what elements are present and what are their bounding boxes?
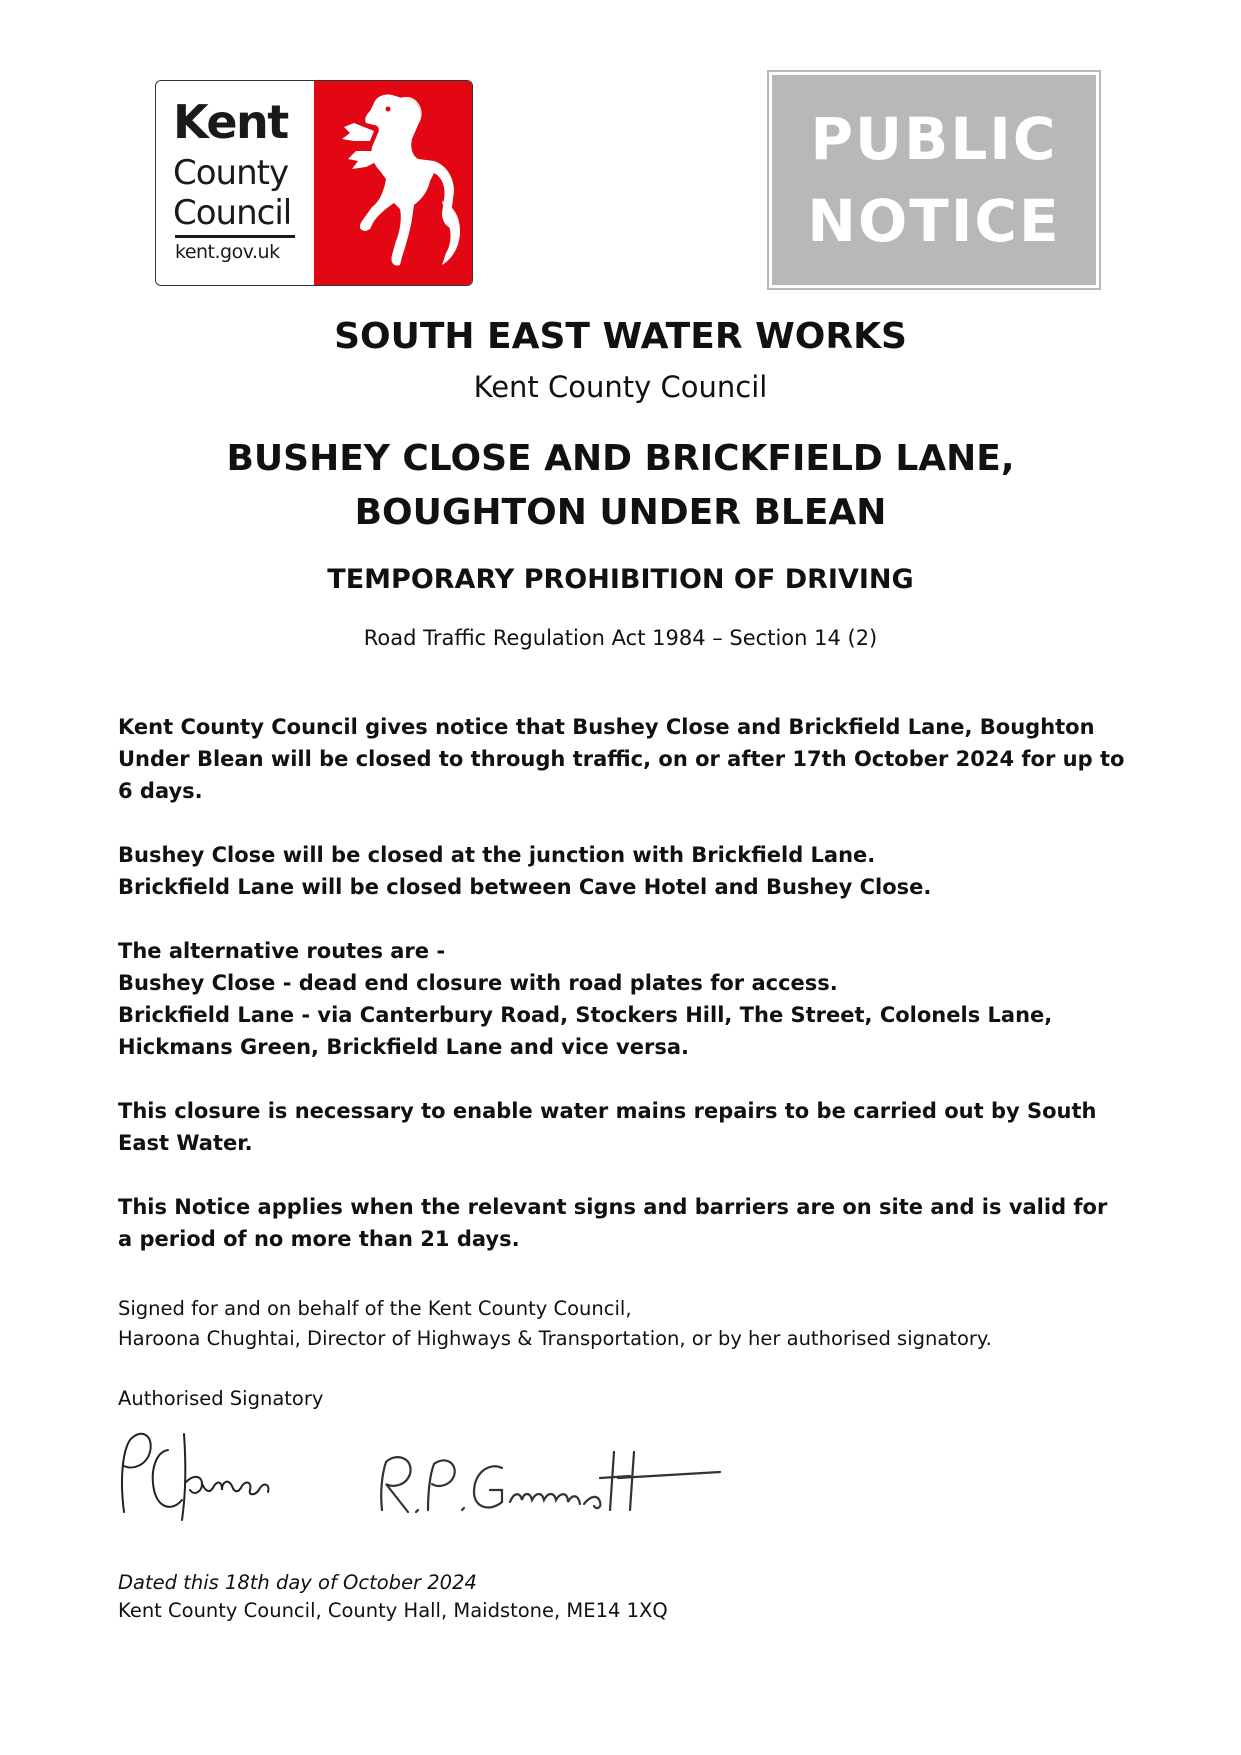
reason-text: This closure is necessary to enable water mains repairs to be carried out by South East Water. [118, 1099, 1097, 1155]
logo-council-text: Council [173, 193, 292, 233]
signed-line-1: Signed for and on behalf of the Kent County Council, [118, 1297, 632, 1320]
route-line-1: Bushey Close - dead end closure with road plates for access. [118, 971, 838, 995]
closures-paragraph [118, 839, 1128, 903]
white-horse-icon [314, 81, 472, 285]
kcc-logo [155, 80, 473, 286]
routes-intro: The alternative routes are - [118, 939, 446, 963]
notice-text: Kent County Council gives notice that Bushey Close and Brickfield Lane, Boughton Under Blean will be closed to through traffic, on or after 17th October 2024 for up to 6 days. [118, 715, 1125, 803]
closure-line-2: Brickfield Lane will be closed between Cave Hotel and Bushey Close. [118, 875, 932, 899]
council-subtitle: Kent County Council [473, 370, 768, 404]
badge-line-public: PUBLIC [810, 105, 1058, 173]
order-title: TEMPORARY PROHIBITION OF DRIVING [327, 564, 914, 595]
signed-block [118, 1294, 1128, 1354]
address-line: Kent County Council, County Hall, Maidstone, ME14 1XQ [118, 1599, 668, 1622]
works-title: SOUTH EAST WATER WORKS [334, 316, 907, 357]
notice-paragraph [118, 711, 1128, 807]
authorised-signatory-label: Authorised Signatory [118, 1387, 324, 1410]
signed-line-2: Haroona Chughtai, Director of Highways & Transportation, or by her authorised signatory. [118, 1327, 992, 1350]
reason-paragraph [118, 1095, 1128, 1159]
logo-kent-text: Kent [173, 95, 288, 149]
validity-text: This Notice applies when the relevant signs and barriers are on site and is valid for a period of no more than 21 days. [118, 1195, 1108, 1251]
dated-line: Dated this 18th day of October 2024 [118, 1571, 477, 1594]
logo-county-text: County [173, 153, 289, 193]
logo-url-text: kent.gov.uk [175, 241, 280, 263]
roads-title: BUSHEY CLOSE AND BRICKFIELD LANE, BOUGHTON UNDER BLEAN [226, 438, 1015, 533]
closure-line-1: Bushey Close will be closed at the junction with Brickfield Lane. [118, 843, 876, 867]
route-line-2: Brickfield Lane - via Canterbury Road, Stockers Hill, The Street, Colonels Lane, Hickmans Green, Brickfield Lane and vice versa. [118, 1003, 1053, 1059]
logo-wordmark [156, 81, 314, 285]
routes-paragraph [118, 935, 1128, 1063]
badge-line-notice: NOTICE [807, 187, 1061, 255]
validity-paragraph [118, 1191, 1128, 1255]
signature-1 [122, 1434, 268, 1520]
signatures [110, 1412, 750, 1542]
logo-red-panel [314, 81, 472, 285]
logo-rule [175, 235, 295, 238]
signature-2 [381, 1452, 720, 1512]
act-reference: Road Traffic Regulation Act 1984 – Section 14 (2) [363, 626, 878, 650]
public-notice-badge [772, 75, 1096, 285]
